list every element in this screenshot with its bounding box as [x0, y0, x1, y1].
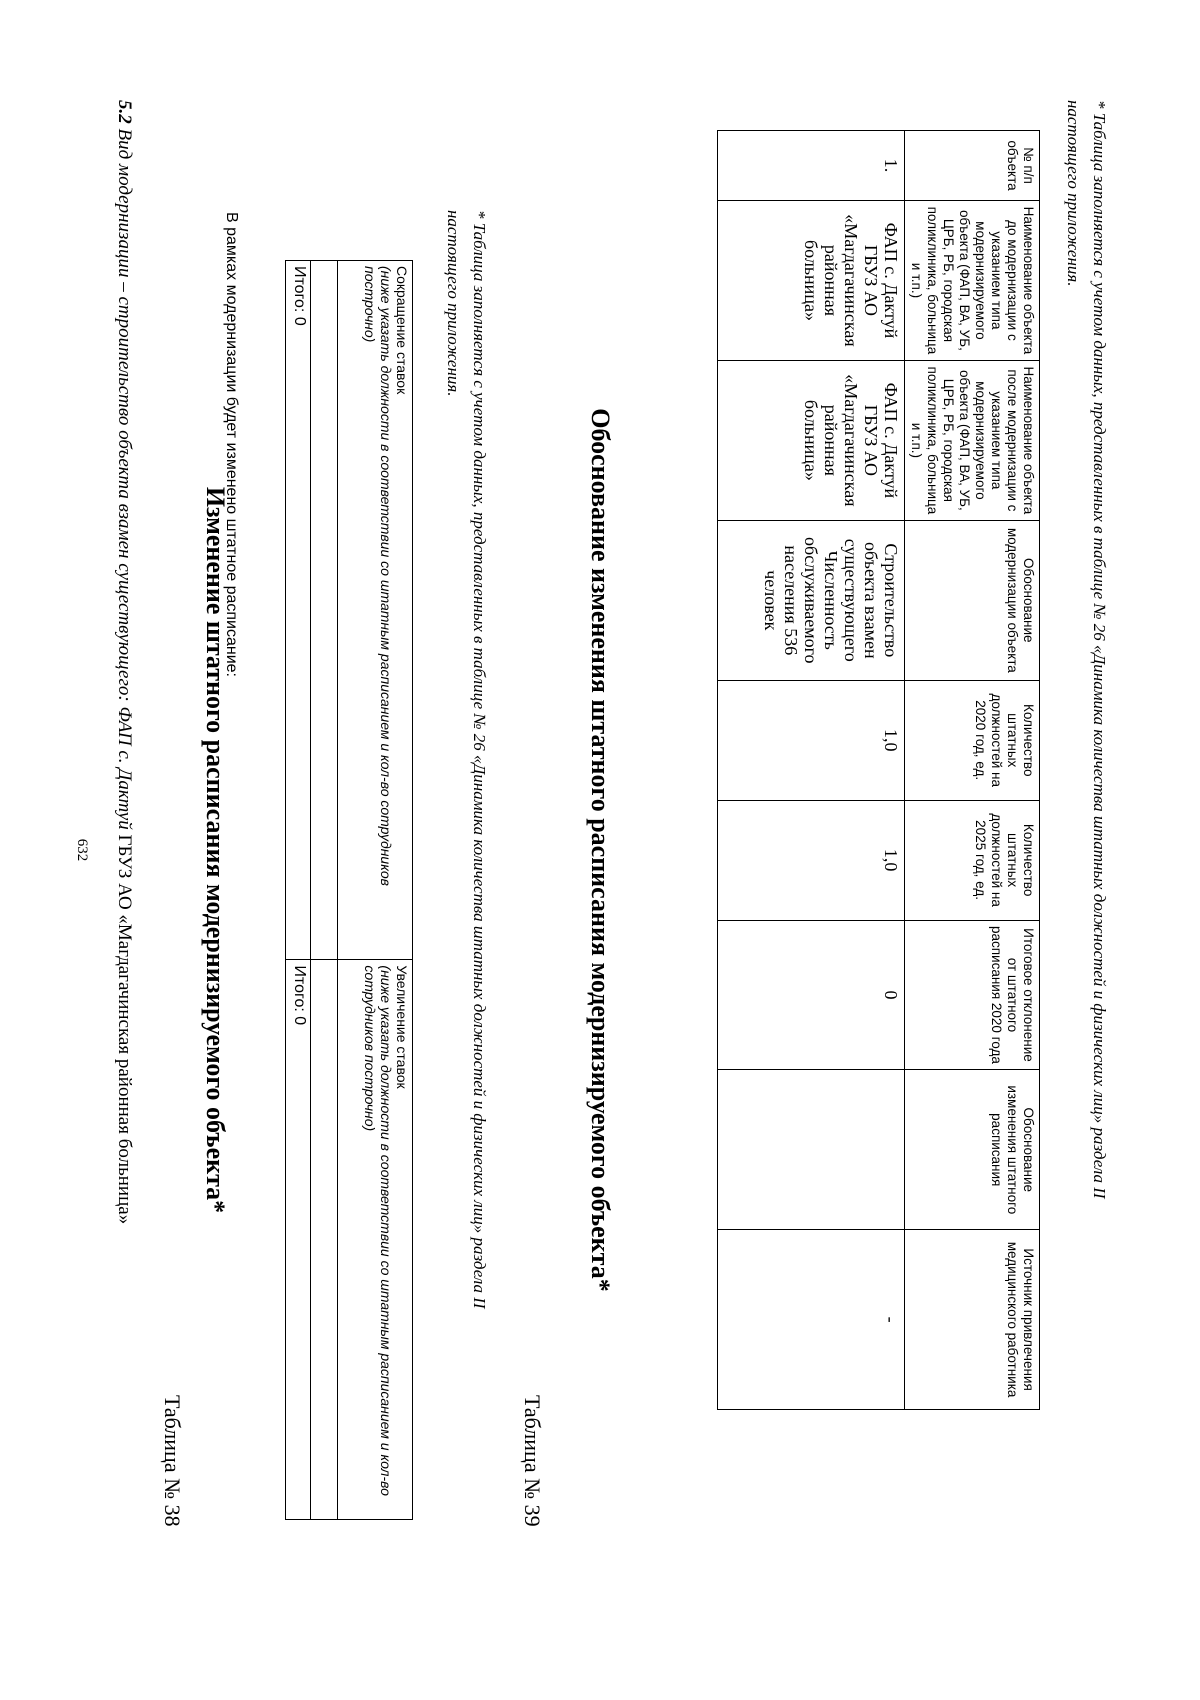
table38-reduce-note: (ниже указать должности в соответствии со штатным расписанием и кол-во сотрудников построчно) — [362, 266, 394, 886]
table39-footnote-line2: настоящего приложения. — [1064, 100, 1083, 287]
table39-title: Обоснование изменения штатного расписания модернизируемого объекта* — [586, 408, 615, 1292]
table38-reduce-cell — [338, 261, 413, 960]
table38-footnote-line1: * Таблица заполняется с учетом данных, представленных в таблице № 26 «Динамика количества штатных должностей и физических лиц» раздела II — [470, 210, 489, 1309]
table39-header-cell: Источник привлечения медицинского работника — [905, 1230, 1040, 1410]
table39-cell: 0 — [718, 920, 905, 1070]
table38-increase-title: Увеличение ставок — [394, 965, 410, 1089]
table39-label: Таблица № 39 — [520, 1395, 545, 1527]
table38-empty-left — [311, 261, 338, 960]
table39-header-cell: Обоснование изменения штатного расписания — [905, 1070, 1040, 1230]
table39-header-cell: Наименование объекта после модернизации с указанием типа модернизируемого объекта (ФАП, ВА, УБ, ЦРБ, РБ, городская поликлиника, больница и т.п.) — [905, 360, 1040, 520]
table39-header-cell: Количество штатных должностей на 2020 год, ед. — [905, 680, 1040, 800]
table38-header-row — [338, 261, 413, 1520]
table39-header-cell: Итоговое отклонение от штатного расписания 2020 года — [905, 920, 1040, 1070]
table38-total-right: Итого: 0 — [286, 960, 311, 1520]
table39-cell: 1,0 — [718, 680, 905, 800]
table39-footnote-line1: * Таблица заполняется с учетом данных, представленных в таблице № 26 «Динамика количества штатных должностей и физических лиц» раздела II — [1090, 100, 1109, 1199]
table38-title: Изменение штатного расписания модернизируемого объекта* — [201, 486, 230, 1214]
table38-total-row — [286, 261, 311, 1520]
table39 — [717, 130, 1040, 1410]
table39-cell: ФАП с. Дактуй ГБУЗ АО «Магдагачинская районная больница» — [718, 360, 905, 520]
table38-empty-row — [311, 261, 338, 1520]
table39-header-cell: № п/п объекта — [905, 131, 1040, 201]
table38-total-left: Итого: 0 — [286, 261, 311, 960]
table38-increase-note: (ниже указать должности в соответствии со штатным расписанием и кол-во сотрудников построчно) — [362, 965, 394, 1496]
table39-cell: ФАП с. Дактуй ГБУЗ АО «Магдагачинская районная больница» — [718, 200, 905, 360]
page-number: 632 — [74, 838, 90, 862]
table39-cell — [718, 1070, 905, 1230]
section-number: 5.2 — [114, 100, 135, 124]
table38-increase-cell — [338, 960, 413, 1520]
table38 — [285, 260, 413, 1520]
table39-header-cell: Наименование объекта до модернизации с указанием типа модернизируемого объекта (ФАП, ВА, УБ, ЦРБ, РБ, городская поликлиника, больница и т.п.) — [905, 200, 1040, 360]
table38-footnote-line2: настоящего приложения. — [444, 210, 463, 397]
table38-intro: В рамках модернизации будет изменено штатное расписание: — [223, 212, 240, 677]
section-heading — [113, 100, 135, 1224]
table39-header-cell: Обоснование модернизации объекта — [905, 520, 1040, 680]
table38-label: Таблица № 38 — [160, 1395, 185, 1527]
table38-empty-right — [311, 960, 338, 1520]
table39-footnote — [1060, 100, 1112, 1199]
table39-cell: - — [718, 1230, 905, 1410]
table-row — [718, 131, 905, 1410]
section-tail: ГБУЗ АО «Магдагачинская районная больница» — [114, 829, 135, 1225]
table39-header-cell: Количество штатных должностей на 2025 год, ед. — [905, 800, 1040, 920]
table39-header-row — [905, 131, 1040, 1410]
table38-footnote — [440, 210, 492, 1309]
table39-cell: 1. — [718, 131, 905, 201]
table39-cell: Строительство объекта взамен существующего Численность обслуживаемого населения 536 человек — [718, 520, 905, 680]
table38-reduce-title: Сокращение ставок — [394, 266, 410, 395]
section-lead: Вид модернизации – строительство объекта взамен существующего: ФАП с. Дактуй — [114, 123, 135, 830]
table39-cell: 1,0 — [718, 800, 905, 920]
